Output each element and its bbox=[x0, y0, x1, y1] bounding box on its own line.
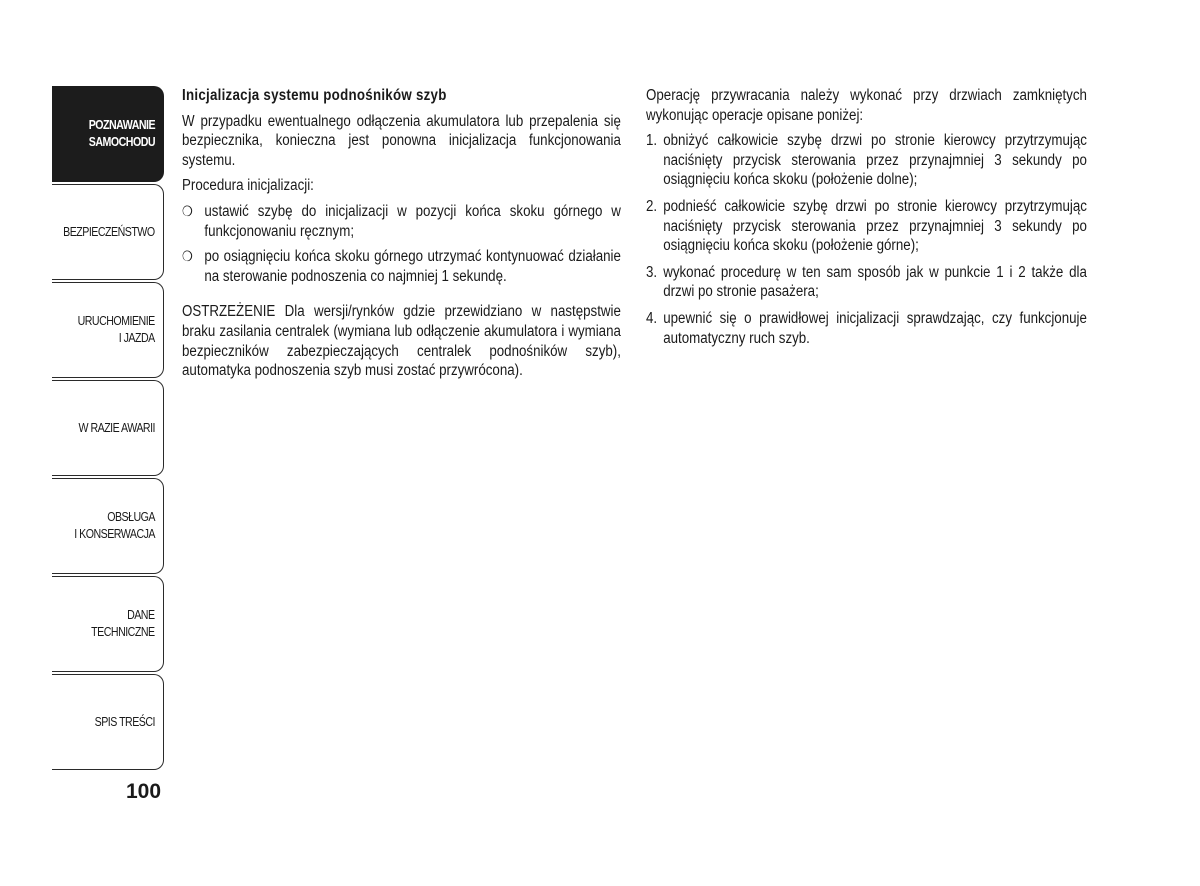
step-item bbox=[646, 131, 1087, 190]
procedure-label: Procedura inicjalizacji: bbox=[182, 177, 314, 195]
step-text: upewnić się o prawidłowej inicjalizacji sprawdzając, czy funkcjonuje automatyczny ruch szyb. bbox=[663, 309, 1087, 347]
step-item bbox=[646, 263, 1087, 302]
step-text: wykonać procedurę w ten sam sposób jak w punkcie 1 i 2 także dla drzwi po stronie pasażera; bbox=[663, 263, 1087, 301]
step-text: podnieść całkowicie szybę drzwi po stronie kierowcy przytrzymując naciśnięty przycisk sterowania przez przynajmniej 3 sekundy po osiągnięciu końca skoku (położenie górne); bbox=[663, 197, 1087, 255]
tab-bezpieczenstwo[interactable] bbox=[52, 184, 164, 280]
tab-label: DANE TECHNICZNE bbox=[91, 608, 155, 639]
list-item: ❍ ustawić szybę do inicjalizacji w pozycji końca skoku górnego w funkcjonowaniu ręcznym; bbox=[182, 202, 621, 240]
tab-label: OBSŁUGA I KONSERWACJA bbox=[74, 510, 155, 541]
list-item: ❍ po osiągnięciu końca skoku górnego utrzymać kontynuować działanie na sterowanie podnoszenia co najmniej 1 sekundę. bbox=[182, 248, 621, 285]
intro-paragraph: W przypadku ewentualnego odłączenia akumulatora lub przepalenia się bezpiecznika, konieczna jest ponowna inicjalizacja funkcjonowania systemu. bbox=[182, 112, 621, 169]
section-heading: Inicjalizacja systemu podnośników szyb bbox=[182, 87, 447, 104]
procedure-list bbox=[182, 202, 621, 286]
tab-dane-techniczne[interactable] bbox=[52, 576, 164, 672]
tab-label: URUCHOMIENIE I JAZDA bbox=[77, 314, 155, 345]
circle-bullet-icon: ❍ bbox=[182, 248, 193, 265]
step-item bbox=[646, 197, 1087, 256]
step-number: 3. bbox=[646, 263, 658, 281]
step-number: 2. bbox=[646, 197, 658, 215]
restore-intro: Operację przywracania należy wykonać przy drzwiach zamkniętych wykonując operacje opisane poniżej: bbox=[646, 87, 1087, 124]
tab-uruchomienie-i-jazda[interactable] bbox=[52, 282, 164, 378]
tab-label: BEZPIECZEŃSTWO bbox=[63, 224, 155, 239]
tab-obsluga-i-konserwacja[interactable] bbox=[52, 478, 164, 574]
step-number: 4. bbox=[646, 309, 658, 327]
step-text: obniżyć całkowicie szybę drzwi po stronie kierowcy przytrzymując naciśnięty przycisk sterowania przez przynajmniej 3 sekundy po osiągnięciu końca skoku (położenie dolne); bbox=[663, 132, 1087, 189]
step-item bbox=[646, 309, 1087, 348]
steps-list bbox=[646, 131, 1087, 348]
step-number: 1. bbox=[646, 132, 658, 150]
right-column bbox=[646, 86, 1088, 355]
page-number: 100 bbox=[126, 780, 162, 803]
tab-label: SPIS TREŚCI bbox=[94, 714, 155, 729]
warning-paragraph: OSTRZEŻENIE Dla wersji/rynków gdzie przewidziano w następstwie braku zasilania centralek (wymiana lub odłączenie akumulatora i wymiana bezpieczników zabezpieczających centralek podnośników szyb), automatyka podnoszenia szyb musi zostać przywrócona). bbox=[182, 303, 621, 380]
circle-bullet-icon: ❍ bbox=[182, 202, 193, 219]
tab-spis-tresci[interactable] bbox=[52, 674, 164, 770]
left-column bbox=[182, 86, 622, 387]
tab-label: POZNAWANIE SAMOCHODU bbox=[88, 118, 155, 149]
tab-poznawanie-samochodu[interactable] bbox=[52, 86, 164, 182]
tab-label: W RAZIE AWARII bbox=[78, 420, 155, 435]
tab-w-razie-awarii[interactable] bbox=[52, 380, 164, 476]
